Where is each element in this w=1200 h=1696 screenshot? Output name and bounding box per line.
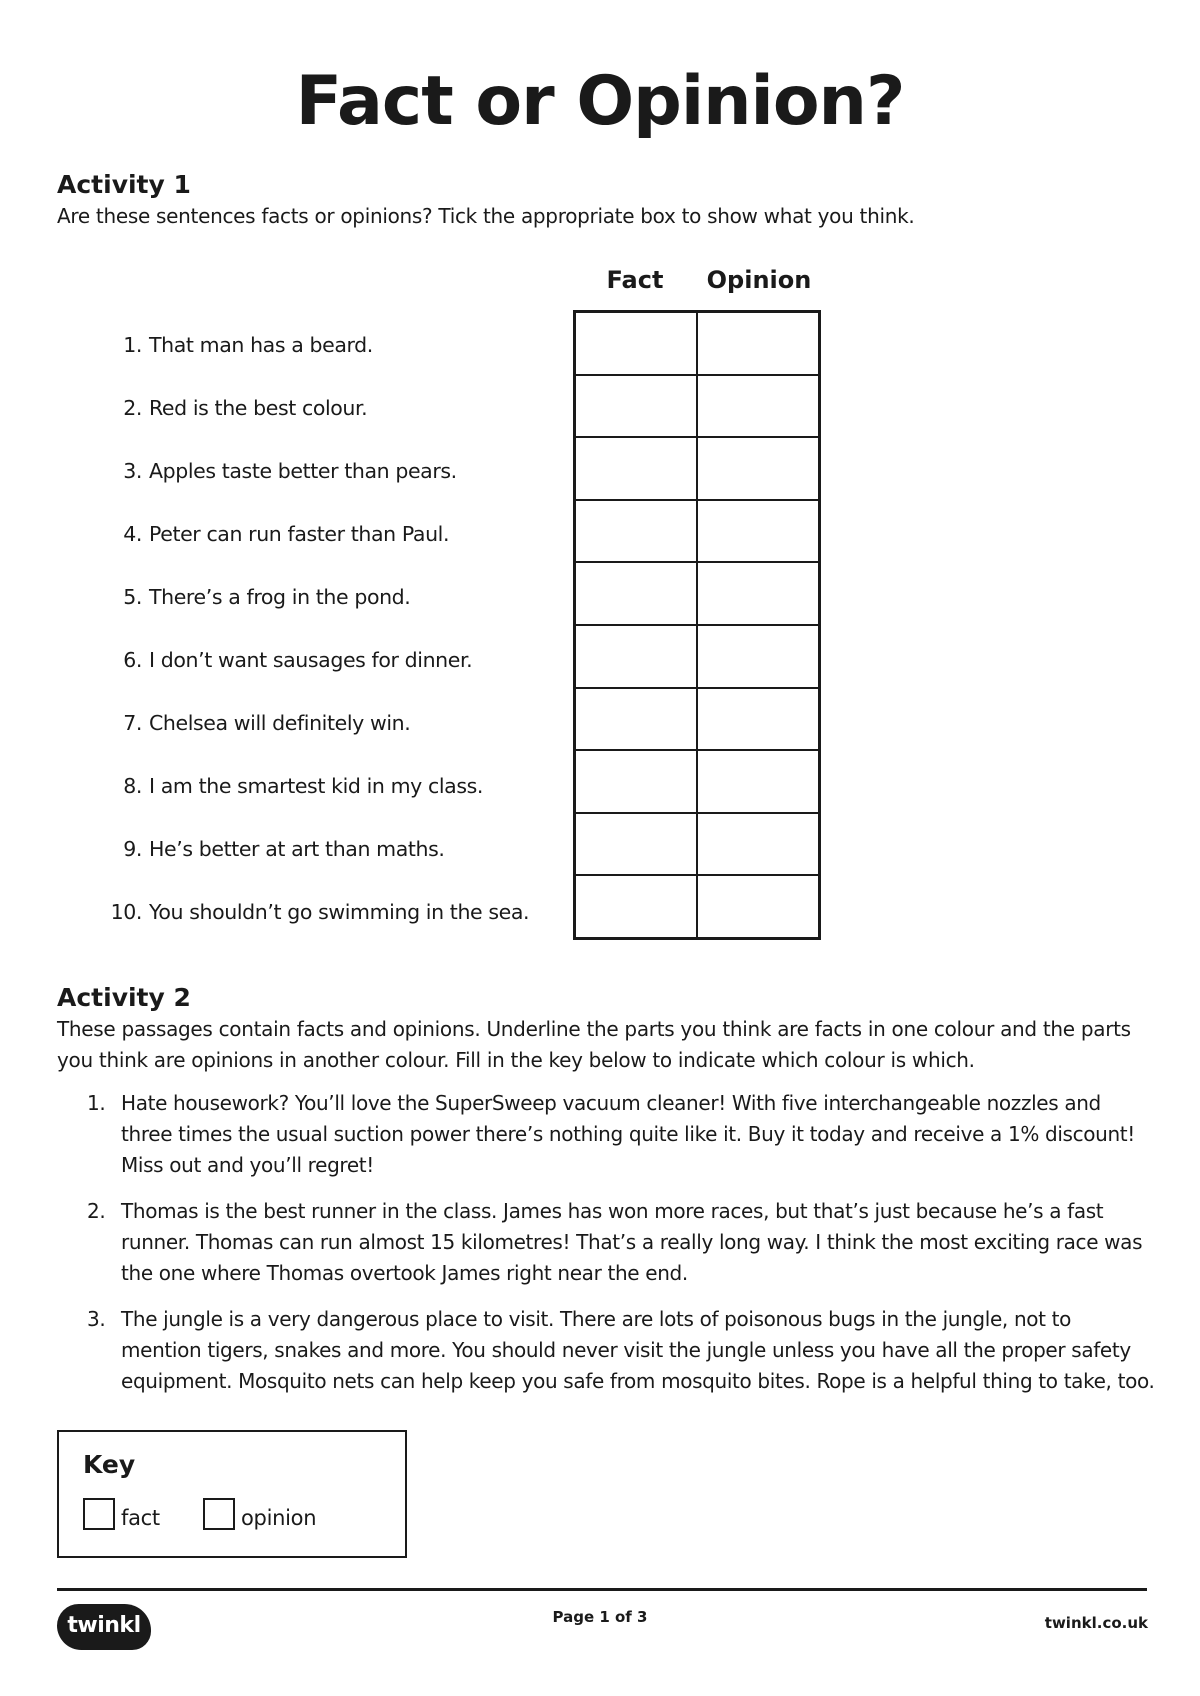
sentence-item [98,834,445,864]
sentence-text: I am the smartest kid in my class. [149,774,484,798]
fact-tick-box-5[interactable] [575,562,697,625]
fact-column-header: Fact [606,266,664,294]
page-title: Fact or Opinion? [295,62,905,141]
opinion-tick-box-5[interactable] [697,562,819,625]
sentence-item [98,519,449,549]
opinion-tick-box-10[interactable] [697,875,819,938]
sentence-text: Apples taste better than pears. [149,459,457,483]
twinkl-logo: twinkl [57,1604,151,1650]
sentence-item [98,897,529,927]
fact-tick-box-6[interactable] [575,625,697,688]
site-url: twinkl.co.uk [1044,1614,1148,1632]
passage-number: 1. [87,1091,106,1115]
passage-text[interactable]: The jungle is a very dangerous place to visit. There are lots of poisonous bugs in the jungle, not to mention tigers, snakes and more. You should never visit the jungle unless you have all the proper safety equipment. Mosquito nets can help keep you safe from mosquito bites. Rope is a helpful thing to take, too. [121,1307,1155,1393]
passage-number: 2. [87,1199,106,1223]
opinion-column-header: Opinion [706,266,812,294]
opinion-key-label: opinion [241,1506,317,1530]
sentence-number: 7. [123,711,142,735]
sentence-item [98,708,410,738]
opinion-tick-box-9[interactable] [697,813,819,876]
opinion-key-checkbox[interactable] [203,1498,235,1530]
sentence-number: 4. [123,522,142,546]
sentence-text: You shouldn’t go swimming in the sea. [149,900,530,924]
opinion-tick-box-3[interactable] [697,437,819,500]
sentence-number: 2. [123,396,142,420]
sentence-text: Peter can run faster than Paul. [149,522,450,546]
fact-tick-box-8[interactable] [575,750,697,813]
page-number: Page 1 of 3 [552,1608,648,1626]
sentence-number: 3. [123,459,142,483]
fact-tick-box-3[interactable] [575,437,697,500]
passage-item [57,1304,1157,1397]
key-title: Key [83,1450,136,1479]
passage-number: 3. [87,1307,106,1331]
sentence-item [98,456,457,486]
fact-key-checkbox[interactable] [83,1498,115,1530]
sentence-item [98,582,410,612]
sentence-number: 6. [123,648,142,672]
passage-text[interactable]: Thomas is the best runner in the class. James has won more races, but that’s just because he’s a fast runner. Thomas can run almost 15 kilometres! That’s a really long way. I think the most exciting race was the one where Thomas overtook James right near the end. [121,1199,1143,1285]
passage-item [57,1196,1157,1289]
activity-2-instructions: These passages contain facts and opinions. Underline the parts you think are facts in one colour and the parts you think are opinions in another colour. Fill in the key below to indicate which colour is which. [57,1017,1131,1072]
sentence-item [98,330,373,360]
sentence-item [98,393,367,423]
sentence-text: Red is the best colour. [149,396,368,420]
fact-opinion-tick-grid [573,310,821,940]
passage-item [57,1088,1157,1181]
sentence-number: 9. [123,837,142,861]
opinion-tick-box-1[interactable] [697,312,819,375]
sentence-text: There’s a frog in the pond. [149,585,411,609]
sentence-text: He’s better at art than maths. [149,837,445,861]
opinion-tick-box-7[interactable] [697,688,819,751]
sentence-number: 5. [123,585,142,609]
opinion-tick-box-4[interactable] [697,500,819,563]
sentence-text: That man has a beard. [149,333,373,357]
sentence-number: 10. [110,900,142,924]
sentence-number: 1. [123,333,142,357]
fact-tick-box-7[interactable] [575,688,697,751]
passage-list [57,1088,1157,1412]
footer-divider [57,1588,1147,1591]
opinion-tick-box-8[interactable] [697,750,819,813]
opinion-tick-box-2[interactable] [697,375,819,438]
opinion-tick-box-6[interactable] [697,625,819,688]
sentence-text: I don’t want sausages for dinner. [149,648,473,672]
sentence-number: 8. [123,774,142,798]
sentence-text: Chelsea will definitely win. [149,711,411,735]
fact-key-label: fact [121,1506,160,1530]
activity-1-instructions: Are these sentences facts or opinions? Tick the appropriate box to show what you think. [57,204,915,228]
activity-2-heading: Activity 2 [57,983,191,1012]
key-box [57,1430,407,1558]
sentence-item [98,645,472,675]
passage-text[interactable]: Hate housework? You’ll love the SuperSweep vacuum cleaner! With five interchangeable nozzles and three times the usual suction power there’s nothing quite like it. Buy it today and receive a 1% discount! Miss out and you’ll regret! [121,1091,1135,1177]
fact-tick-box-10[interactable] [575,875,697,938]
fact-tick-box-2[interactable] [575,375,697,438]
fact-tick-box-4[interactable] [575,500,697,563]
fact-tick-box-9[interactable] [575,813,697,876]
sentence-item [98,771,483,801]
activity-1-heading: Activity 1 [57,170,191,199]
fact-tick-box-1[interactable] [575,312,697,375]
